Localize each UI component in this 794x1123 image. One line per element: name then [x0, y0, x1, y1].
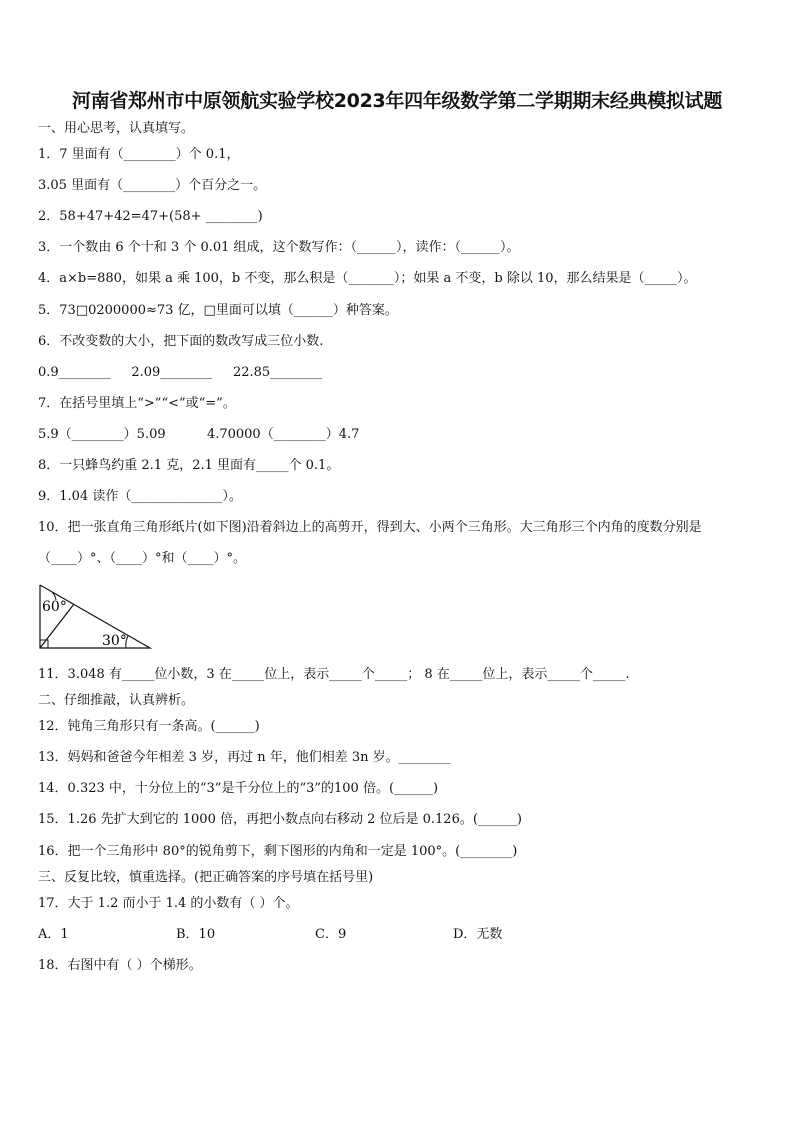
section-1-heading: 一、用心思考，认真填写。: [38, 121, 195, 136]
question-17: 17．大于 1.2 而小于 1.4 的小数有（ ）个。: [38, 896, 299, 911]
question-12: 12．钝角三角形只有一条高。(______): [38, 719, 260, 734]
page-title: 河南省郑州市中原领航实验学校2023年四年级数学第二学期期末经典模拟试题: [71, 90, 723, 112]
option-a: A．1: [38, 927, 69, 942]
question-1a: 1．7 里面有（________）个 0.1，: [38, 147, 240, 162]
question-11: 11．3.048 有_____位小数，3 在_____位上，表示_____个_____； 8 在_____位上，表示_____个_____.: [38, 667, 630, 682]
question-16: 16．把一个三角形中 80°的锐角剪下，剩下图形的内角和一定是 100°。(________): [38, 844, 518, 859]
option-d: D．无数: [453, 927, 503, 942]
question-6-items: 0.9________ 2.09________ 22.85________: [38, 365, 323, 380]
question-4: 4．a×b=880，如果 a 乘 100，b 不变，那么积是（_______）；如果 a 不变，b 除以 10，那么结果是（_____）。: [38, 271, 697, 286]
question-3: 3．一个数由 6 个十和 3 个 0.01 组成，这个数写作：（______），读作：（______）。: [38, 240, 520, 255]
option-b: B．10: [176, 927, 216, 942]
section-2-heading: 二、仔细推敲，认真辨析。: [38, 693, 195, 708]
angle-60-label: 60°: [42, 599, 67, 615]
question-10: 10．把一张直角三角形纸片(如下图)沿着斜边上的高剪开，得到大、小两个三角形。大三角形三个内角的度数分别是: [38, 520, 702, 535]
question-15: 15．1.26 先扩大到它的 1000 倍，再把小数点向右移动 2 位后是 0.126。(______): [38, 812, 522, 827]
question-14: 14．0.323 中，十分位上的“3”是千分位上的“3”的100 倍。(______): [38, 781, 439, 796]
question-13: 13．妈妈和爸爸今年相差 3 岁，再过 n 年，他们相差 3n 岁。________: [38, 750, 451, 765]
angle-30-label: 30°: [102, 633, 127, 649]
question-10b: （____）°、（____）°和（____）°。: [38, 551, 247, 566]
option-c: C．9: [315, 927, 347, 942]
question-1b: 3.05 里面有（________）个百分之一。: [38, 178, 267, 193]
question-6: 6．不改变数的大小，把下面的数改写成三位小数.: [38, 334, 324, 349]
question-8: 8．一只蜂鸟约重 2.1 克，2.1 里面有_____个 0.1。: [38, 458, 340, 473]
question-2: 2．58+47+42=47+(58+ ________): [38, 209, 263, 224]
question-7: 7．在括号里填上“>”“<”或“=”。: [38, 396, 236, 411]
question-7-items: 5.9（________）5.09 4.70000（________）4.7: [38, 427, 360, 442]
question-18: 18．右图中有（ ）个梯形。: [38, 958, 202, 973]
question-9: 9．1.04 读作（______________）。: [38, 489, 242, 504]
section-3-heading: 三、反复比较，慎重选择。(把正确答案的序号填在括号里): [38, 870, 374, 885]
question-5: 5．73□0200000≈73 亿，□里面可以填（______）种答案。: [38, 303, 398, 318]
right-triangle-figure: [34, 583, 158, 653]
